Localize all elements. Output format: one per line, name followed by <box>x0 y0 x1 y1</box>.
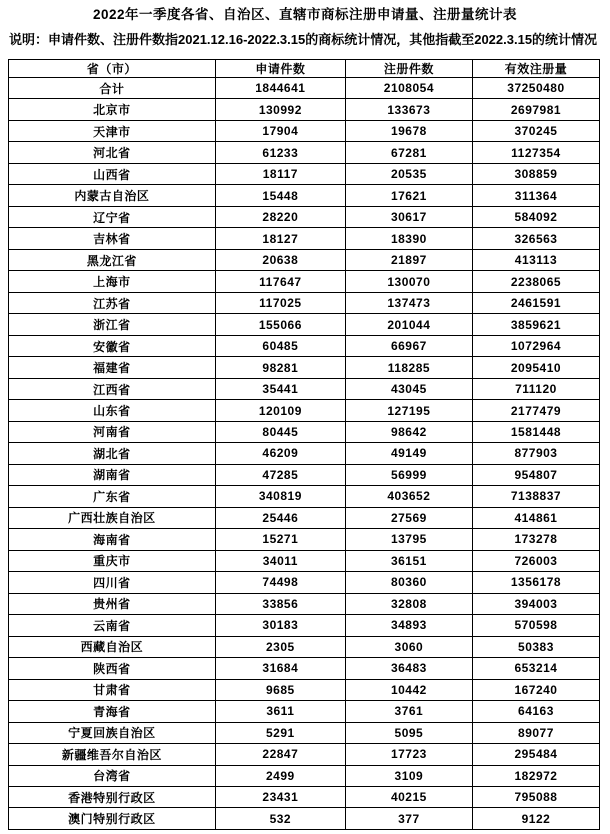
value-cell: 50383 <box>472 636 599 657</box>
table-row <box>9 744 600 765</box>
province-cell: 河南省 <box>9 421 216 442</box>
value-cell: 3060 <box>345 636 472 657</box>
value-cell: 19678 <box>345 120 472 141</box>
province-cell: 福建省 <box>9 357 216 378</box>
value-cell: 28220 <box>215 206 345 227</box>
province-cell: 宁夏回族自治区 <box>9 722 216 743</box>
value-cell: 67281 <box>345 142 472 163</box>
table-row <box>9 185 600 206</box>
table-row <box>9 464 600 485</box>
value-cell: 80445 <box>215 421 345 442</box>
province-cell: 澳门特别行政区 <box>9 808 216 830</box>
value-cell: 877903 <box>472 443 599 464</box>
province-cell: 贵州省 <box>9 593 216 614</box>
value-cell: 47285 <box>215 464 345 485</box>
table-row <box>9 378 600 399</box>
value-cell: 954807 <box>472 464 599 485</box>
value-cell: 10442 <box>345 679 472 700</box>
province-cell: 陕西省 <box>9 658 216 679</box>
value-cell: 2499 <box>215 765 345 786</box>
province-cell: 广东省 <box>9 486 216 507</box>
province-cell: 安徽省 <box>9 335 216 356</box>
value-cell: 3611 <box>215 701 345 722</box>
value-cell: 394003 <box>472 593 599 614</box>
table-row <box>9 615 600 636</box>
value-cell: 3761 <box>345 701 472 722</box>
header-valid-registrations: 有效注册量 <box>472 60 599 78</box>
province-cell: 天津市 <box>9 120 216 141</box>
province-cell: 内蒙古自治区 <box>9 185 216 206</box>
value-cell: 2461591 <box>472 292 599 313</box>
value-cell: 17621 <box>345 185 472 206</box>
province-cell: 江西省 <box>9 378 216 399</box>
value-cell: 25446 <box>215 507 345 528</box>
value-cell: 117025 <box>215 292 345 313</box>
value-cell: 20535 <box>345 163 472 184</box>
value-cell: 795088 <box>472 786 599 807</box>
province-cell: 浙江省 <box>9 314 216 335</box>
value-cell: 18390 <box>345 228 472 249</box>
value-cell: 414861 <box>472 507 599 528</box>
value-cell: 532 <box>215 808 345 830</box>
province-cell: 辽宁省 <box>9 206 216 227</box>
value-cell: 311364 <box>472 185 599 206</box>
value-cell: 21897 <box>345 249 472 270</box>
table-row <box>9 765 600 786</box>
province-cell: 合计 <box>9 78 216 99</box>
table-row <box>9 249 600 270</box>
value-cell: 31684 <box>215 658 345 679</box>
value-cell: 118285 <box>345 357 472 378</box>
value-cell: 43045 <box>345 378 472 399</box>
value-cell: 155066 <box>215 314 345 335</box>
header-province: 省（市） <box>9 60 216 78</box>
table-row <box>9 99 600 120</box>
province-cell: 香港特别行政区 <box>9 786 216 807</box>
table-row <box>9 335 600 356</box>
value-cell: 340819 <box>215 486 345 507</box>
value-cell: 167240 <box>472 679 599 700</box>
table-row <box>9 443 600 464</box>
statistics-table <box>8 59 600 830</box>
table-row <box>9 636 600 657</box>
table-row <box>9 142 600 163</box>
value-cell: 377 <box>345 808 472 830</box>
table-header <box>9 60 600 78</box>
value-cell: 36483 <box>345 658 472 679</box>
value-cell: 30183 <box>215 615 345 636</box>
value-cell: 20638 <box>215 249 345 270</box>
value-cell: 370245 <box>472 120 599 141</box>
table-row <box>9 228 600 249</box>
value-cell: 127195 <box>345 400 472 421</box>
value-cell: 34893 <box>345 615 472 636</box>
province-cell: 海南省 <box>9 529 216 550</box>
table-row <box>9 400 600 421</box>
table-row <box>9 507 600 528</box>
value-cell: 56999 <box>345 464 472 485</box>
page-title: 2022年一季度各省、自治区、直辖市商标注册申请量、注册量统计表 <box>92 7 518 22</box>
value-cell: 1581448 <box>472 421 599 442</box>
value-cell: 1072964 <box>472 335 599 356</box>
province-cell: 北京市 <box>9 99 216 120</box>
province-cell: 西藏自治区 <box>9 636 216 657</box>
value-cell: 5291 <box>215 722 345 743</box>
table-row <box>9 722 600 743</box>
value-cell: 9122 <box>472 808 599 830</box>
value-cell: 653214 <box>472 658 599 679</box>
province-cell: 四川省 <box>9 572 216 593</box>
value-cell: 17723 <box>345 744 472 765</box>
value-cell: 2177479 <box>472 400 599 421</box>
table-row <box>9 701 600 722</box>
table-row <box>9 550 600 571</box>
province-cell: 台湾省 <box>9 765 216 786</box>
province-cell: 黑龙江省 <box>9 249 216 270</box>
province-cell: 云南省 <box>9 615 216 636</box>
province-cell: 吉林省 <box>9 228 216 249</box>
value-cell: 201044 <box>345 314 472 335</box>
value-cell: 15271 <box>215 529 345 550</box>
value-cell: 570598 <box>472 615 599 636</box>
value-cell: 80360 <box>345 572 472 593</box>
province-cell: 新疆维吾尔自治区 <box>9 744 216 765</box>
table-row <box>9 292 600 313</box>
value-cell: 27569 <box>345 507 472 528</box>
value-cell: 1127354 <box>472 142 599 163</box>
table-row <box>9 314 600 335</box>
table-row <box>9 421 600 442</box>
header-registrations: 注册件数 <box>345 60 472 78</box>
table-row <box>9 679 600 700</box>
province-cell: 上海市 <box>9 271 216 292</box>
value-cell: 98281 <box>215 357 345 378</box>
table-row <box>9 271 600 292</box>
table-row <box>9 572 600 593</box>
value-cell: 22847 <box>215 744 345 765</box>
province-cell: 重庆市 <box>9 550 216 571</box>
value-cell: 35441 <box>215 378 345 399</box>
value-cell: 173278 <box>472 529 599 550</box>
table-row <box>9 658 600 679</box>
province-cell: 山西省 <box>9 163 216 184</box>
value-cell: 308859 <box>472 163 599 184</box>
value-cell: 3109 <box>345 765 472 786</box>
page-note: 说明：申请件数、注册件数指2021.12.16-2022.3.15的商标统计情况，其他指截至2022.3.15的统计情况 <box>9 32 598 47</box>
value-cell: 3859621 <box>472 314 599 335</box>
table-row <box>9 120 600 141</box>
value-cell: 37250480 <box>472 78 599 99</box>
province-cell: 湖南省 <box>9 464 216 485</box>
value-cell: 60485 <box>215 335 345 356</box>
province-cell: 甘肃省 <box>9 679 216 700</box>
value-cell: 9685 <box>215 679 345 700</box>
value-cell: 13795 <box>345 529 472 550</box>
value-cell: 130992 <box>215 99 345 120</box>
table-row <box>9 486 600 507</box>
value-cell: 120109 <box>215 400 345 421</box>
value-cell: 2697981 <box>472 99 599 120</box>
table-row <box>9 78 600 99</box>
value-cell: 18117 <box>215 163 345 184</box>
table-row <box>9 357 600 378</box>
value-cell: 23431 <box>215 786 345 807</box>
value-cell: 36151 <box>345 550 472 571</box>
value-cell: 32808 <box>345 593 472 614</box>
value-cell: 46209 <box>215 443 345 464</box>
value-cell: 2238065 <box>472 271 599 292</box>
table-body <box>9 78 600 830</box>
value-cell: 15448 <box>215 185 345 206</box>
value-cell: 1356178 <box>472 572 599 593</box>
province-cell: 江苏省 <box>9 292 216 313</box>
header-applications: 申请件数 <box>215 60 345 78</box>
province-cell: 广西壮族自治区 <box>9 507 216 528</box>
value-cell: 117647 <box>215 271 345 292</box>
value-cell: 137473 <box>345 292 472 313</box>
province-cell: 湖北省 <box>9 443 216 464</box>
table-row <box>9 163 600 184</box>
table-row <box>9 529 600 550</box>
value-cell: 133673 <box>345 99 472 120</box>
value-cell: 2305 <box>215 636 345 657</box>
value-cell: 326563 <box>472 228 599 249</box>
value-cell: 40215 <box>345 786 472 807</box>
header-row <box>9 60 600 78</box>
value-cell: 5095 <box>345 722 472 743</box>
province-cell: 山东省 <box>9 400 216 421</box>
table-row <box>9 206 600 227</box>
table-row <box>9 808 600 830</box>
value-cell: 726003 <box>472 550 599 571</box>
value-cell: 17904 <box>215 120 345 141</box>
province-cell: 青海省 <box>9 701 216 722</box>
value-cell: 74498 <box>215 572 345 593</box>
value-cell: 30617 <box>345 206 472 227</box>
value-cell: 33856 <box>215 593 345 614</box>
value-cell: 98642 <box>345 421 472 442</box>
table-row <box>9 593 600 614</box>
value-cell: 2108054 <box>345 78 472 99</box>
value-cell: 34011 <box>215 550 345 571</box>
value-cell: 61233 <box>215 142 345 163</box>
value-cell: 1844641 <box>215 78 345 99</box>
value-cell: 182972 <box>472 765 599 786</box>
value-cell: 49149 <box>345 443 472 464</box>
value-cell: 66967 <box>345 335 472 356</box>
value-cell: 295484 <box>472 744 599 765</box>
value-cell: 130070 <box>345 271 472 292</box>
value-cell: 2095410 <box>472 357 599 378</box>
table-row <box>9 786 600 807</box>
value-cell: 584092 <box>472 206 599 227</box>
value-cell: 64163 <box>472 701 599 722</box>
value-cell: 18127 <box>215 228 345 249</box>
value-cell: 89077 <box>472 722 599 743</box>
value-cell: 711120 <box>472 378 599 399</box>
value-cell: 403652 <box>345 486 472 507</box>
value-cell: 413113 <box>472 249 599 270</box>
province-cell: 河北省 <box>9 142 216 163</box>
value-cell: 7138837 <box>472 486 599 507</box>
